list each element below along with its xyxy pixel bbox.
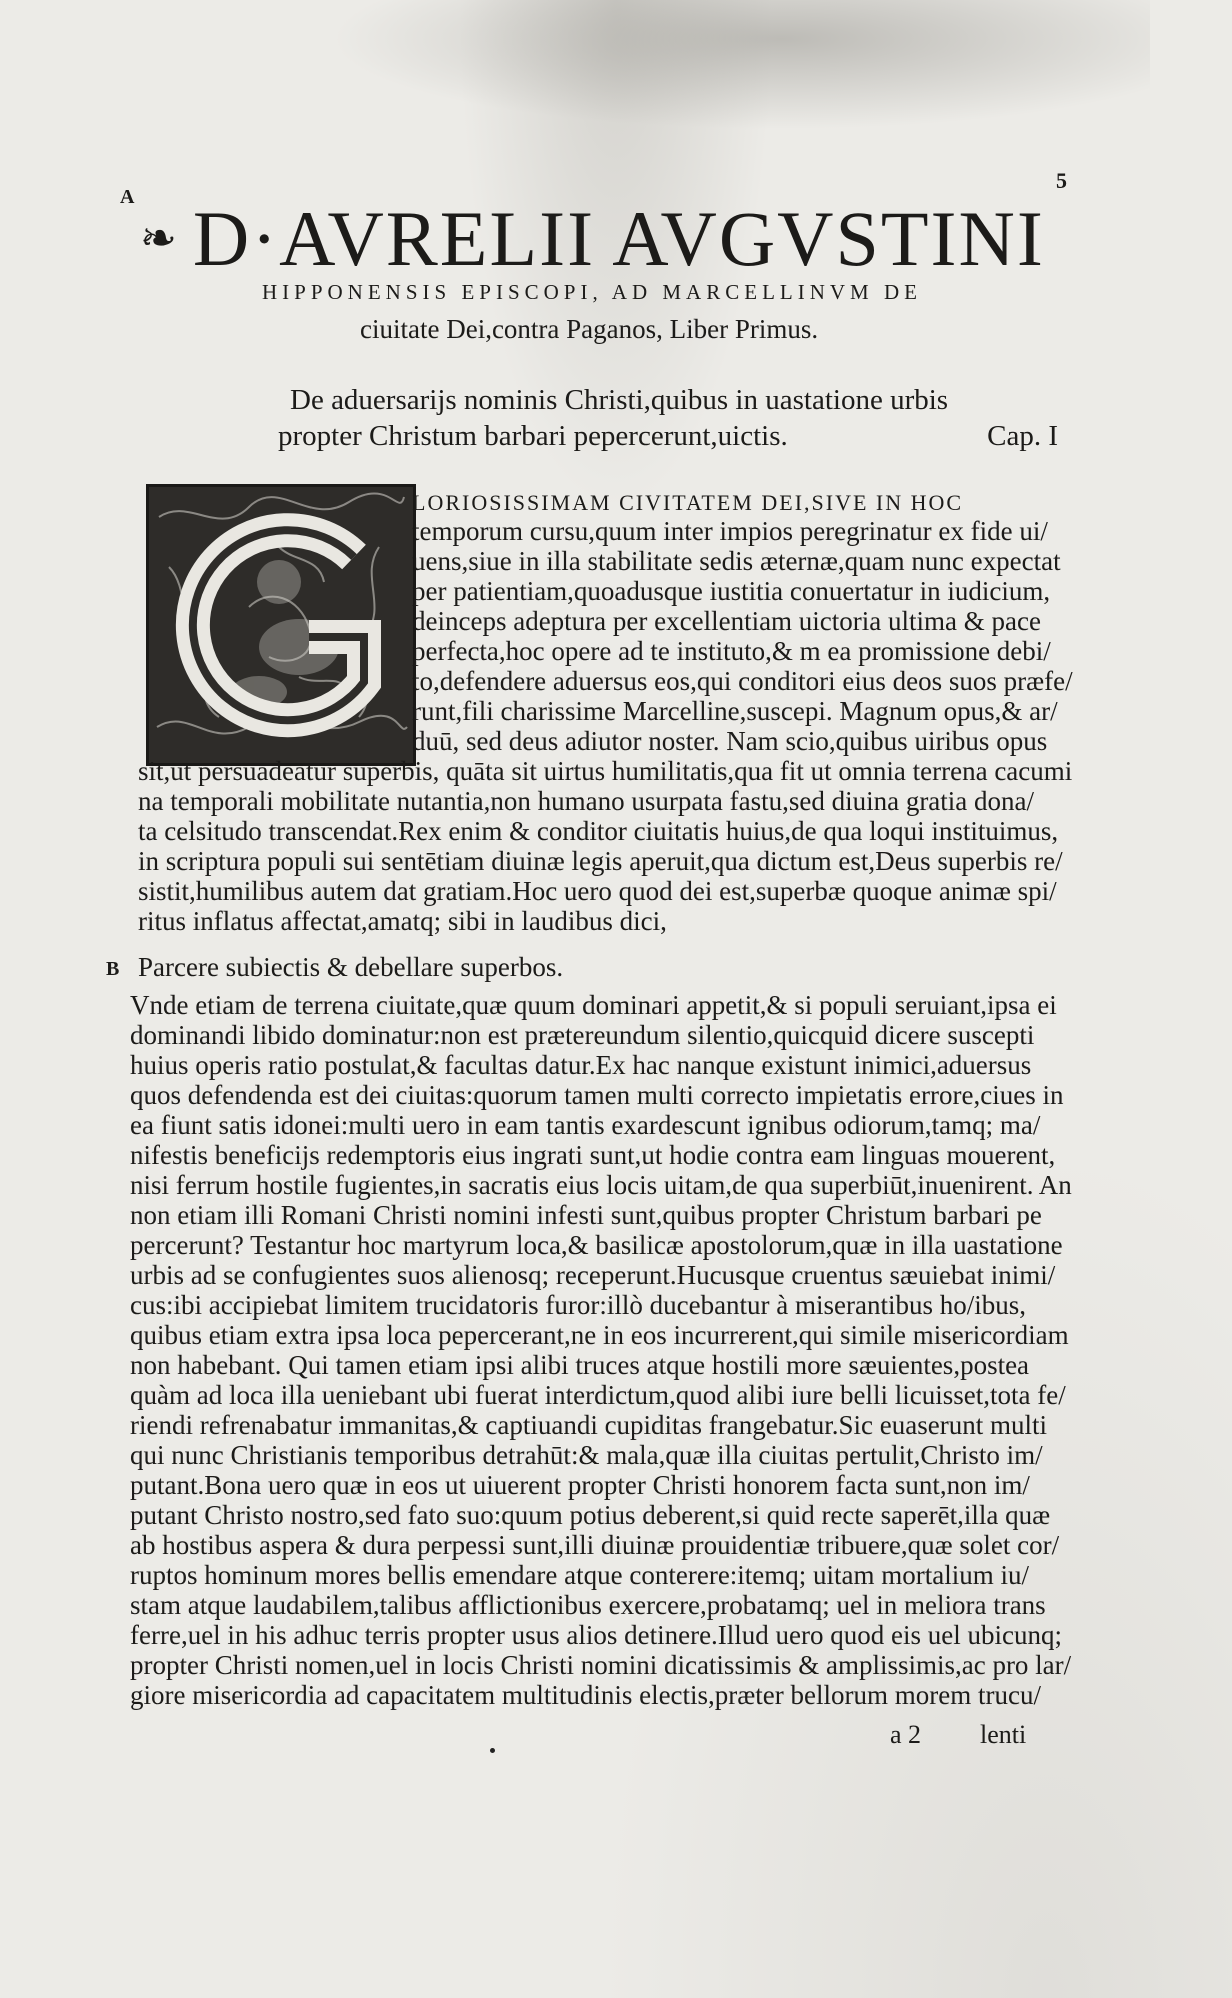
text-line: Vnde etiam de terrena ciuitate,quæ quum dominari appetit,& si populi seruiant,ipsa ei bbox=[130, 990, 1057, 1020]
text-line: runt,fili charissime Marcelline,suscepi. Magnum opus,& ar/ bbox=[412, 696, 1058, 726]
text-line: nisi ferrum hostile fugientes,in sacratis eius locis uitam,de qua superbiūt,inuenirent. An bbox=[130, 1170, 1072, 1200]
text-line: per patientiam,quoadusque iustitia conuertatur in iudicium, bbox=[412, 576, 1051, 606]
text-line: quos defendenda est dei ciuitas:quorum tamen multi correcto impietatis errore,ciues in bbox=[130, 1080, 1064, 1110]
text-line: dominandi libido dominatur:non est prætereundum silentio,quicquid dicere suscepti bbox=[130, 1020, 1035, 1050]
text-line: ferre,uel in his adhuc terris propter usus alios detinere.Illud uero quod eis uel ubicunq; bbox=[130, 1620, 1062, 1650]
page-stain bbox=[330, 0, 1150, 130]
text-line: in scriptura populi sui sentētiam diuinæ legis aperuit,qua dictum est,Deus superbis re/ bbox=[138, 846, 1063, 876]
subtitle-line-2: ciuitate Dei,contra Paganos, Liber Primus. bbox=[360, 314, 819, 344]
text-line: percerunt? Testantur hoc martyrum loca,& basilicæ apostolorum,quæ in illa uastatione bbox=[130, 1230, 1063, 1260]
signature-mark: a 2 bbox=[890, 1720, 922, 1749]
text-line: ritus inflatus affectat,amatq; sibi in laudibus dici, bbox=[138, 906, 667, 936]
text-line: non habebant. Qui tamen etiam ipsi alibi truces atque hostili more sæuientes,postea bbox=[130, 1350, 1030, 1380]
text-line: na temporali mobilitate nutantia,non humano usurpata fastu,sed diuina gratia dona/ bbox=[138, 786, 1035, 816]
title-text: D·AVRELII AVGVSTINI bbox=[192, 195, 1045, 282]
text-line: putant.Bona uero quæ in eos ut uiuerent propter Christi honorem facta sunt,non im/ bbox=[130, 1470, 1030, 1500]
text-line: perfecta,hoc opere ad te instituto,& m ea promissione debi/ bbox=[412, 636, 1051, 666]
text-line: non etiam illi Romani Christi nomini infesti sunt,quibus propter Christum barbari pe bbox=[130, 1200, 1042, 1230]
chapter-heading-text: propter Christum barbari pepercerunt,uictis. bbox=[278, 420, 788, 452]
text-line: temporum cursu,quum inter impios peregrinatur ex fide ui/ bbox=[412, 516, 1048, 546]
text-line: ruptos hominum mores bellis emendare atque conterere:itemq; uitam mortalium iu/ bbox=[130, 1560, 1030, 1590]
page-speck bbox=[490, 1748, 495, 1753]
text-line: ta celsitudo transcendat.Rex enim & conditor ciuitatis huius,de qua loqui instituimus, bbox=[138, 816, 1059, 846]
text-line: ea fiunt satis idonei:multi uero in eam tantis exardescunt ignibus odiorum,tamq; ma/ bbox=[130, 1110, 1041, 1140]
text-line: to,defendere aduersus eos,qui conditori eius deos suos præfe/ bbox=[412, 666, 1073, 696]
verse-quotation: Parcere subiectis & debellare superbos. bbox=[138, 952, 564, 982]
text-line: quibus etiam extra ipsa loca pepercerant,ne in eos incurrerent,qui simile misericordiam bbox=[130, 1320, 1069, 1350]
subtitle-line-1: HIPPONENSIS EPISCOPI, AD MARCELLINVM DE bbox=[262, 280, 922, 304]
text-line: urbis ad se confugientes suos alienosq; receperunt.Hucusque cruentus sæuiebat inimi/ bbox=[130, 1260, 1056, 1290]
decorated-initial-g bbox=[146, 484, 416, 766]
book-title bbox=[140, 195, 1070, 282]
chapter-heading-line-1: De aduersarijs nominis Christi,quibus in uastatione urbis bbox=[290, 384, 949, 416]
woodcut-initial-icon bbox=[149, 487, 413, 763]
text-line: sit,ut persuadeatur superbis, quāta sit uirtus humilitatis,qua fit ut omnia terrena cacumi bbox=[138, 756, 1073, 786]
text-line: uens,siue in illa stabilitate sedis æternæ,quam nunc expectat bbox=[412, 546, 1061, 576]
text-line: giore misericordia ad capacitatem multitudinis electis,præter bellorum morem trucu/ bbox=[130, 1680, 1041, 1710]
folio-number: 5 bbox=[1056, 168, 1067, 193]
text-line: deinceps adeptura per excellentiam uictoria ultima & pace bbox=[412, 606, 1041, 636]
text-line: putant Christo nostro,sed fato suo:quum potius deberent,si quid recte saperēt,illa quæ bbox=[130, 1500, 1051, 1530]
text-line: nifestis beneficijs redemptoris eius ingrati sunt,ut hodie contra eam linguas mouerent, bbox=[130, 1140, 1056, 1170]
text-line-opening: LORIOSISSIMAM CIVITATEM DEI,SIVE IN HOC bbox=[412, 490, 964, 515]
text-line: duū, sed deus adiutor noster. Nam scio,quibus uiribus opus bbox=[412, 726, 1048, 756]
margin-marker-a: A bbox=[120, 186, 135, 208]
catchword: lenti bbox=[980, 1720, 1027, 1749]
text-line: riendi refrenabatur immanitas,& captiuandi cupiditas frangebatur.Sic euaserunt multi bbox=[130, 1410, 1047, 1440]
chapter-label: Cap. I bbox=[987, 420, 1058, 452]
text-line: quàm ad loca illa ueniebant ubi fuerat interdictum,quod alibi iure belli licuisset,tota fe/ bbox=[130, 1380, 1066, 1410]
text-line: stam atque laudabilem,talibus afflictionibus exercere,probatamq; uel in meliora trans bbox=[130, 1590, 1046, 1620]
text-line: huius operis ratio postulat,& facultas datur.Ex hac nanque existunt inimici,aduersus bbox=[130, 1050, 1032, 1080]
chapter-heading-line-2 bbox=[278, 420, 1058, 453]
margin-marker-b: B bbox=[106, 958, 120, 980]
text-line: sistit,humilibus autem dat gratiam.Hoc uero quod dei est,superbæ quoque animæ spi/ bbox=[138, 876, 1057, 906]
fleuron-icon: ❧ bbox=[140, 214, 179, 263]
text-line: propter Christi nomen,uel in locis Christi nomini dicatissimis & amplissimis,ac pro lar/ bbox=[130, 1650, 1072, 1680]
text-line: cus:ibi accipiebat limitem trucidatoris furor:illò ducebantur à miserantibus ho/ibus, bbox=[130, 1290, 1027, 1320]
text-line: ab hostibus aspera & dura perpessi sunt,illi diuinæ prouidentiæ tribuere,quæ solet cor/ bbox=[130, 1530, 1060, 1560]
text-line: qui nunc Christianis temporibus detrahūt:& mala,quæ illa ciuitas pertulit,Christo im/ bbox=[130, 1440, 1043, 1470]
